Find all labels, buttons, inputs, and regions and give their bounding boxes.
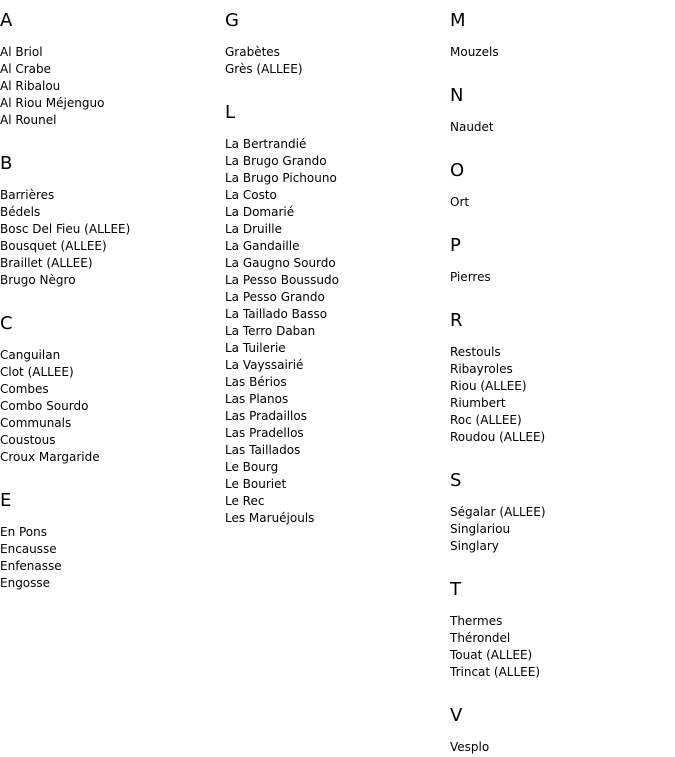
- street-item: La Pesso Boussudo: [225, 273, 339, 287]
- street-item: Enfenasse: [0, 559, 62, 573]
- street-item: La Domarié: [225, 205, 295, 219]
- letter-group-e: [0, 480, 220, 592]
- index-column-1: [0, 0, 220, 592]
- street-item: Al Ribalou: [0, 79, 61, 93]
- letter-heading: N: [450, 85, 464, 106]
- street-item: Combo Sourdo: [0, 399, 89, 413]
- street-item: Trincat (ALLEE): [450, 665, 541, 679]
- street-item: La Tuilerie: [225, 341, 286, 355]
- street-item: Al Rounel: [0, 113, 57, 127]
- street-item: Singlary: [450, 539, 499, 553]
- street-item: La Costo: [225, 188, 277, 202]
- letter-group-n: [450, 75, 670, 136]
- letter-group-b: [0, 143, 220, 289]
- index-column-3: [450, 0, 670, 756]
- letter-group-g: [225, 0, 445, 78]
- street-item: En Pons: [0, 525, 48, 539]
- street-item: La Brugo Pichouno: [225, 171, 337, 185]
- street-item: Le Rec: [225, 494, 265, 508]
- street-item: Singlariou: [450, 522, 511, 536]
- letter-heading: M: [450, 10, 466, 31]
- street-list: [450, 119, 670, 136]
- index-column-2: [225, 0, 445, 527]
- street-item: Communals: [0, 416, 72, 430]
- street-item: Les Maruéjouls: [225, 511, 315, 525]
- street-item: Las Bérios: [225, 375, 287, 389]
- letter-group-l: [225, 92, 445, 527]
- street-item: La Taillado Basso: [225, 307, 328, 321]
- street-item: Al Riou Méjenguo: [0, 96, 105, 110]
- street-item: La Druille: [225, 222, 283, 236]
- street-item: Roc (ALLEE): [450, 413, 522, 427]
- street-item: Engosse: [0, 576, 51, 590]
- street-item: Coustous: [0, 433, 56, 447]
- street-item: Thérondel: [450, 631, 511, 645]
- letter-heading: E: [0, 490, 12, 511]
- letter-heading: R: [450, 310, 463, 331]
- street-item: Ort: [450, 195, 470, 209]
- street-item: Al Briol: [0, 45, 43, 59]
- letter-heading: C: [0, 313, 13, 334]
- street-item: Grabètes: [225, 45, 280, 59]
- letter-group-s: [450, 460, 670, 555]
- street-item: Ribayroles: [450, 362, 513, 376]
- letter-heading: G: [225, 10, 239, 31]
- letter-group-v: [450, 695, 670, 756]
- letter-heading: A: [0, 10, 13, 31]
- street-item: Riou (ALLEE): [450, 379, 527, 393]
- street-item: La Brugo Grando: [225, 154, 327, 168]
- street-item: Brugo Nègro: [0, 273, 76, 287]
- letter-heading: L: [225, 102, 236, 123]
- street-item: Las Pradellos: [225, 426, 304, 440]
- street-item: Las Taillados: [225, 443, 301, 457]
- letter-heading: B: [0, 153, 13, 174]
- street-item: Canguilan: [0, 348, 61, 362]
- street-list: [450, 269, 670, 286]
- street-item: Ségalar (ALLEE): [450, 505, 546, 519]
- street-list: [450, 44, 670, 61]
- letter-group-r: [450, 300, 670, 446]
- street-list: [0, 187, 220, 289]
- letter-heading: T: [450, 579, 461, 600]
- street-item: Touat (ALLEE): [450, 648, 533, 662]
- street-item: La Gaugno Sourdo: [225, 256, 336, 270]
- street-item: Pierres: [450, 270, 491, 284]
- street-list: [0, 347, 220, 466]
- street-item: La Terro Daban: [225, 324, 316, 338]
- letter-heading: S: [450, 470, 462, 491]
- street-item: Al Crabe: [0, 62, 52, 76]
- street-item: Thermes: [450, 614, 503, 628]
- street-item: La Vayssairié: [225, 358, 304, 372]
- street-item: Bédels: [0, 205, 41, 219]
- letter-heading: P: [450, 235, 461, 256]
- street-item: Vesplo: [450, 740, 490, 754]
- street-list: [225, 136, 445, 527]
- street-item: Mouzels: [450, 45, 499, 59]
- street-item: Las Planos: [225, 392, 289, 406]
- street-item: Croux Margaride: [0, 450, 100, 464]
- street-list: [0, 44, 220, 129]
- street-list: [0, 524, 220, 592]
- street-item: Riumbert: [450, 396, 506, 410]
- street-item: Encausse: [0, 542, 57, 556]
- street-list: [450, 194, 670, 211]
- street-item: Grès (ALLEE): [225, 62, 303, 76]
- letter-group-p: [450, 225, 670, 286]
- letter-group-o: [450, 150, 670, 211]
- street-item: La Bertrandié: [225, 137, 307, 151]
- letter-heading: V: [450, 705, 463, 726]
- letter-group-a: [0, 0, 220, 129]
- street-item: Braillet (ALLEE): [0, 256, 93, 270]
- street-item: La Pesso Grando: [225, 290, 325, 304]
- street-item: Bosc Del Fieu (ALLEE): [0, 222, 131, 236]
- street-list: [450, 739, 670, 756]
- street-item: Clot (ALLEE): [0, 365, 74, 379]
- street-item: Combes: [0, 382, 49, 396]
- street-item: Naudet: [450, 120, 494, 134]
- street-item: Le Bourg: [225, 460, 279, 474]
- street-list: [225, 44, 445, 78]
- street-list: [450, 613, 670, 681]
- street-item: Bousquet (ALLEE): [0, 239, 107, 253]
- street-list: [450, 504, 670, 555]
- street-item: Restouls: [450, 345, 501, 359]
- letter-group-m: [450, 0, 670, 61]
- letter-heading: O: [450, 160, 465, 181]
- street-item: Barrières: [0, 188, 55, 202]
- street-item: Le Bouriet: [225, 477, 287, 491]
- letter-group-c: [0, 303, 220, 466]
- letter-group-t: [450, 569, 670, 681]
- street-list: [450, 344, 670, 446]
- street-item: Las Pradaillos: [225, 409, 307, 423]
- street-item: Roudou (ALLEE): [450, 430, 546, 444]
- street-item: La Gandaille: [225, 239, 300, 253]
